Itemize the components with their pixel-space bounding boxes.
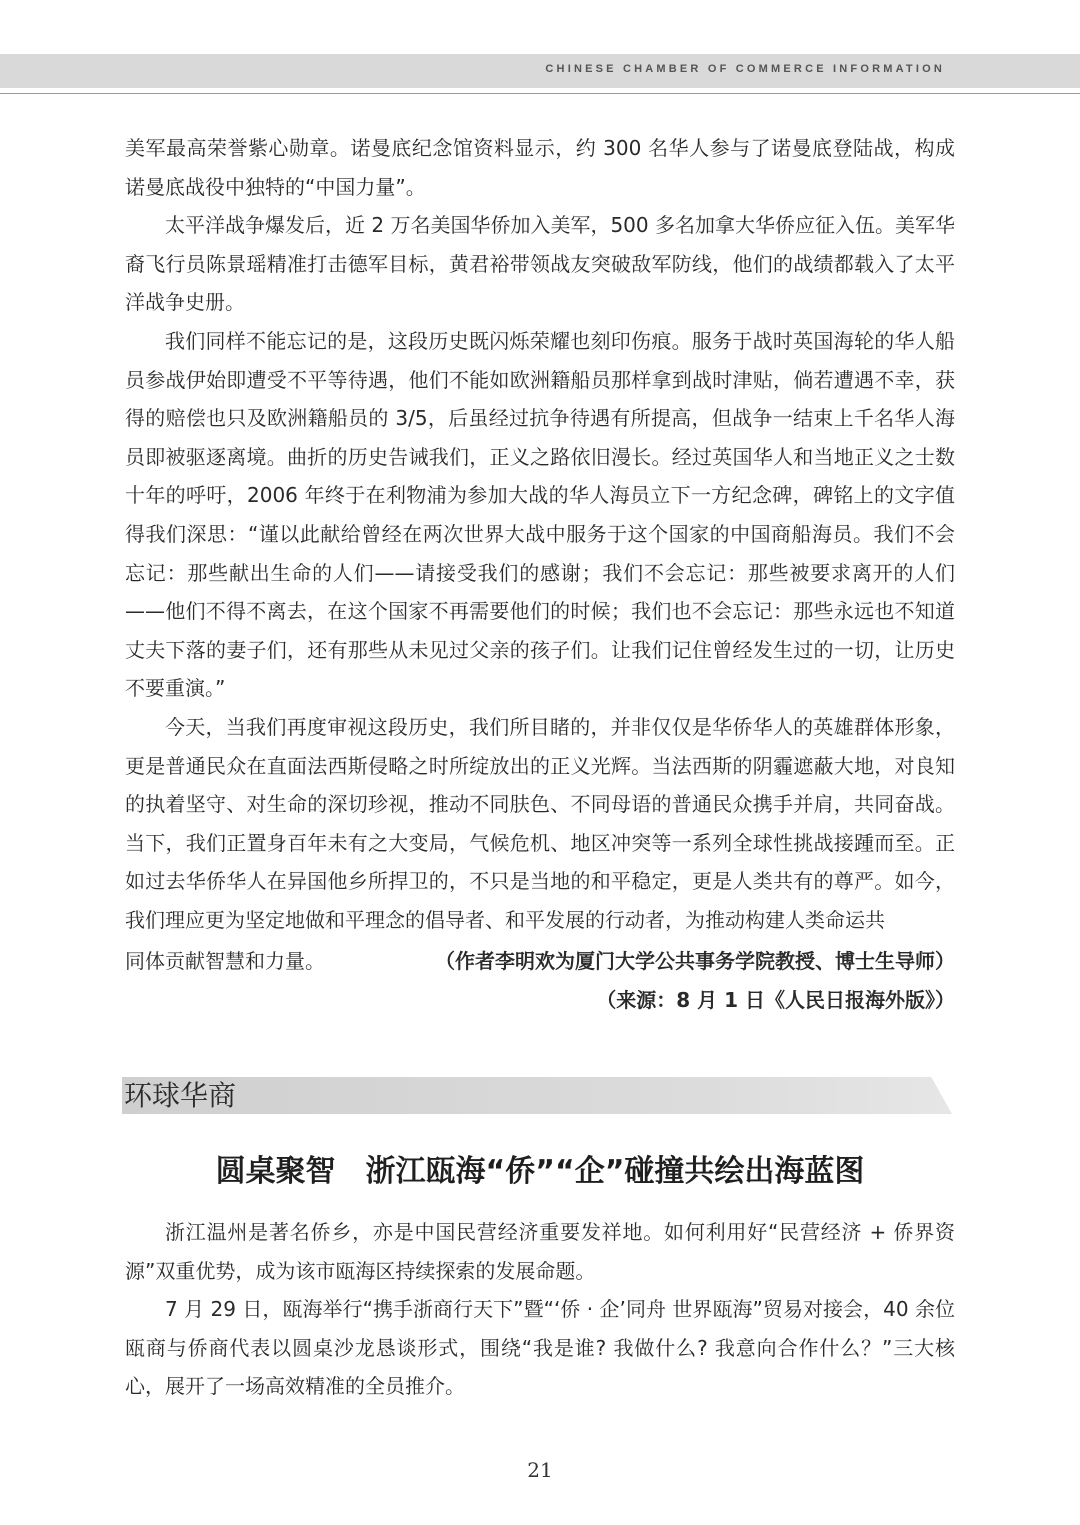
section-banner	[122, 1077, 952, 1114]
paragraph: 美军最高荣誉紫心勋章。诺曼底纪念馆资料显示，约 300 名华人参与了诺曼底登陆战，构成诺曼底战役中独特的“中国力量”。	[125, 136, 955, 199]
running-header: CHINESE CHAMBER OF COMMERCE INFORMATION	[545, 63, 945, 75]
paragraph: 浙江温州是著名侨乡，亦是中国民营经济重要发祥地。如何利用好“民营经济 + 侨界资源”双重优势，成为该市瓯海区持续探索的发展命题。	[125, 1220, 955, 1283]
closing-line	[125, 942, 955, 980]
paragraph: 7 月 29 日，瓯海举行“携手浙商行天下”暨“‘侨 · 企’同舟 世界瓯海”贸易对接会，40 余位瓯商与侨商代表以圆桌沙龙恳谈形式，围绕“我是谁? 我做什么? 我意向合作什么？”三大核心，展开了一场高效精准的全员推介。	[125, 1297, 955, 1399]
paragraph: 太平洋战争爆发后，近 2 万名美国华侨加入美军，500 多名加拿大华侨应征入伍。美军华裔飞行员陈景瑶精准打击德军目标，黄君裕带领战友突破敌军防线，他们的战绩都载入了太平洋战争史册。	[125, 213, 955, 315]
paragraph: 我们同样不能忘记的是，这段历史既闪烁荣耀也刻印伤痕。服务于战时英国海轮的华人船员参战伊始即遭受不平等待遇，他们不能如欧洲籍船员那样拿到战时津贴，倘若遭遇不幸，获得的赔偿也只及欧洲籍船员的 3/5，后虽经过抗争待遇有所提高，但战争一结束上千名华人海员即被驱逐离境。曲折的历史告诫我们，正义之路依旧漫长。经过英国华人和当地正义之士数十年的呼吁，2006 年终于在利物浦为参加大战的华人海员立下一方纪念碑，碑铭上的文字值得我们深思：“谨以此献给曾经在两次世界大战中服务于这个国家的中国商船海员。我们不会忘记：那些献出生命的人们——请接受我们的感谢；我们不会忘记：那些被要求离开的人们——他们不得不离去，在这个国家不再需要他们的时候；我们也不会忘记：那些永远也不知道丈夫下落的妻子们，还有那些从未见过父亲的孩子们。让我们记住曾经发生过的一切，让历史不要重演。”	[125, 328, 955, 701]
header-divider	[0, 93, 1080, 94]
paragraph-last-line: 同体贡献智慧和力量。	[125, 949, 325, 973]
paragraph: 今天，当我们再度审视这段历史，我们所目睹的，并非仅仅是华侨华人的英雄群体形象，更是普通民众在直面法西斯侵略之时所绽放出的正义光辉。当法西斯的阴霾遮蔽大地，对良知的执着坚守、对生命的深切珍视，推动不同肤色、不同母语的普通民众携手并肩，共同奋战。当下，我们正置身百年未有之大变局，气候危机、地区冲突等一系列全球性挑战接踵而至。正如过去华侨华人在异国他乡所捍卫的，不只是当地的和平稳定，更是人类共有的尊严。如今，我们理应更为坚定地做和平理念的倡导者、和平发展的行动者，为推动构建人类命运共	[125, 714, 955, 932]
page-number: 21	[527, 1458, 553, 1482]
article-body	[125, 129, 955, 939]
author-byline: （作者李明欢为厦门大学公共事务学院教授、博士生导师）	[435, 949, 955, 973]
article-title: 圆桌聚智 浙江瓯海“侨”“企”碰撞共绘出海蓝图	[215, 1154, 865, 1189]
section-title: 环球华商	[124, 1079, 237, 1112]
article-body-2	[125, 1213, 955, 1406]
source-note: （来源：8 月 1 日《人民日报海外版》）	[596, 988, 955, 1012]
